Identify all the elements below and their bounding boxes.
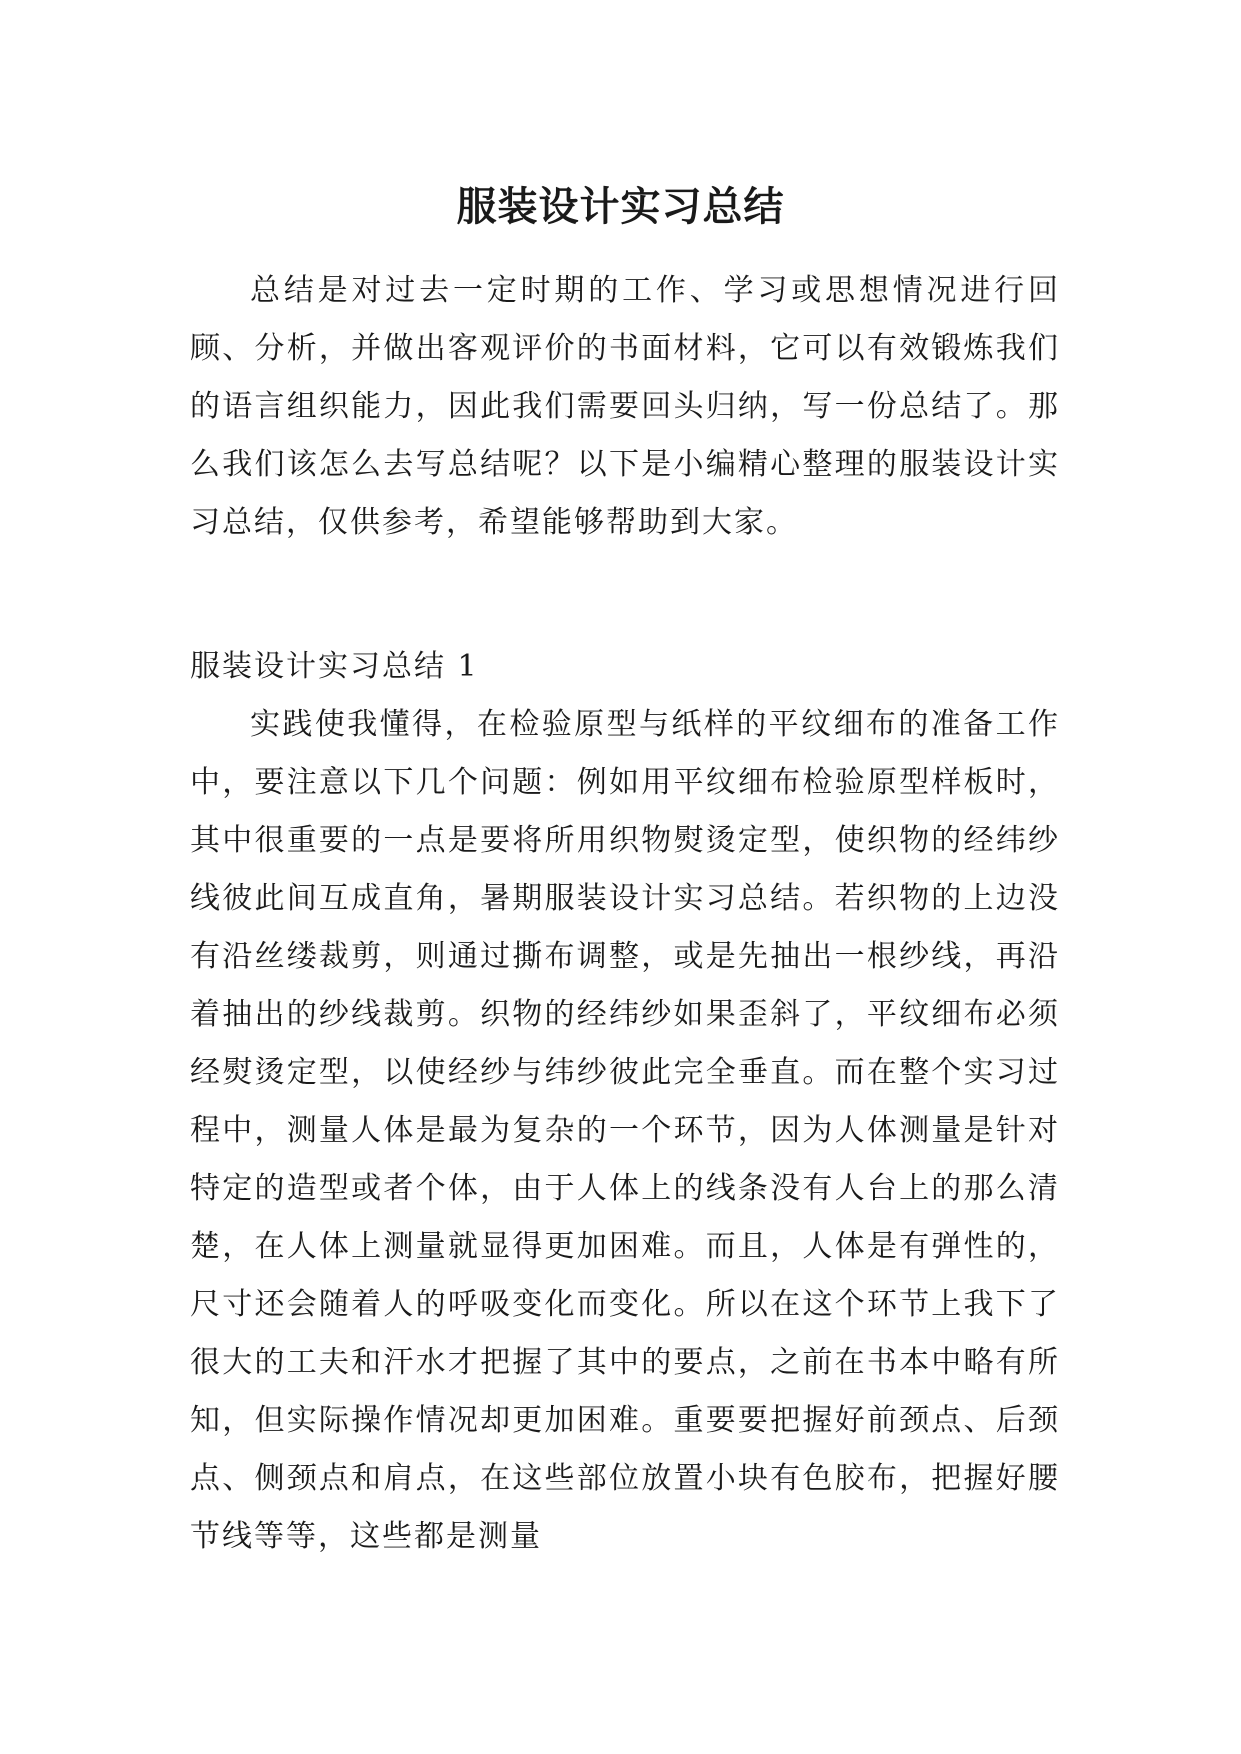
document-title: 服装设计实习总结 [456,182,785,230]
section-body [190,696,1060,1566]
body-paragraph: 实践使我懂得，在检验原型与纸样的平纹细布的准备工作中，要注意以下几个问题：例如用平纹细布检验原型样板时，其中很重要的一点是要将所用织物熨烫定型，使织物的经纬纱线彼此间互成直角，暑期服装设计实习总结。若织物的上边没有沿丝缕裁剪，则通过撕布调整，或是先抽出一根纱线，再沿着抽出的纱线裁剪。织物的经纬纱如果歪斜了，平纹细布必须经熨烫定型，以使经纱与纬纱彼此完全垂直。而在整个实习过程中，测量人体是最为复杂的一个环节，因为人体测量是针对特定的造型或者个体，由于人体上的线条没有人台上的那么清楚，在人体上测量就显得更加困难。而且，人体是有弹性的，尺寸还会随着人的呼吸变化而变化。所以在这个环节上我下了很大的工夫和汗水才把握了其中的要点，之前在书本中略有所知，但实际操作情况却更加困难。重要要把握好前颈点、后颈点、侧颈点和肩点，在这些部位放置小块有色胶布，把握好腰节线等等，这些都是测量 [190,707,1060,1554]
intro-section [190,262,1060,552]
section-heading: 服装设计实习总结 1 [190,649,479,684]
intro-paragraph: 总结是对过去一定时期的工作、学习或思想情况进行回顾、分析，并做出客观评价的书面材料，它可以有效锻炼我们的语言组织能力，因此我们需要回头归纳，写一份总结了。那么我们该怎么去写总结呢？以下是小编精心整理的服装设计实习总结，仅供参考，希望能够帮助到大家。 [190,273,1060,540]
